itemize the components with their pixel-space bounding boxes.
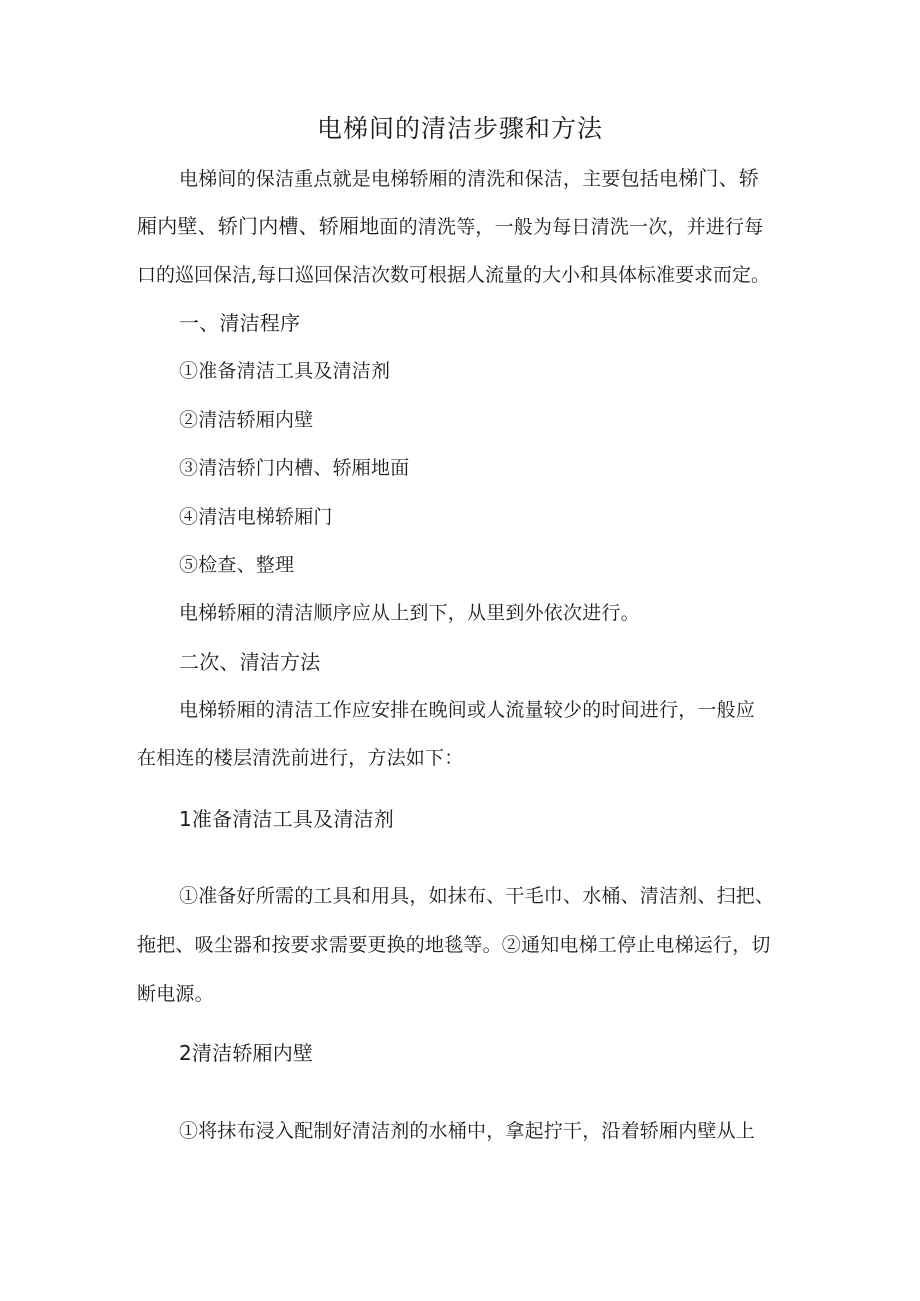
intro-text-emphasis: 梯门、轿 <box>678 166 760 190</box>
prepare-tools-line-1: ①准备好所需的工具和用具，如抹布、干毛巾、水桶、清洁剂、扫把、 <box>179 885 775 907</box>
intro-line-1 <box>179 166 759 191</box>
procedure-step: ③清洁轿门内槽、轿厢地面 <box>179 457 410 479</box>
intro-text: 面的清洗等，一般为每日清洗一次，并进行每 <box>379 216 764 238</box>
procedure-step: ①准备清洁工具及清洁剂 <box>179 360 391 382</box>
cleaning-order-note: 电梯轿厢的清洁顺序应从上到下，从里到外依次进行。 <box>179 602 640 624</box>
prepare-tools-line-3: 断电源。 <box>137 983 214 1005</box>
section-heading-method: 二次、清洁方法 <box>179 650 321 674</box>
method-intro-line-2: 在相连的楼层清洗前进行，方法如下： <box>137 747 464 769</box>
method-intro-line-1: 电梯轿厢的清洁工作应安排在晚间或人流量较少的时间进行，一般应 <box>179 699 756 721</box>
subheading-prepare-tools: 1准备清洁工具及清洁剂 <box>179 807 394 831</box>
prepare-tools-line-2: 拖把、吸尘器和按要求需要更换的地毯等。②通知电梯工停止电梯运行，切 <box>137 934 771 956</box>
procedure-step: ②清洁轿厢内壁 <box>179 409 314 431</box>
intro-line-3: 口的巡回保洁,每口巡回保洁次数可根据人流量的大小和具体标准要求而定。 <box>137 264 771 286</box>
page-title: 电梯间的清洁步骤和方法 <box>316 114 603 143</box>
intro-line-2 <box>137 214 763 239</box>
subheading-clean-inner-wall: 2清洁轿厢内壁 <box>179 1041 314 1065</box>
intro-text-emphasis: 厢内壁、轿门内槽、轿厢地 <box>137 214 380 238</box>
procedure-step: ④清洁电梯轿厢门 <box>179 506 333 528</box>
clean-inner-wall-line-1: ①将抹布浸入配制好清洁剂的水桶中，拿起拧干，沿着轿厢内壁从上 <box>179 1120 756 1142</box>
section-heading-procedure: 一、清洁程序 <box>179 311 301 335</box>
intro-text: 电梯间的保洁重点就是电梯轿厢的清洗和保洁，主要包括电 <box>179 168 679 190</box>
procedure-step: ⑤检查、整理 <box>179 554 295 576</box>
